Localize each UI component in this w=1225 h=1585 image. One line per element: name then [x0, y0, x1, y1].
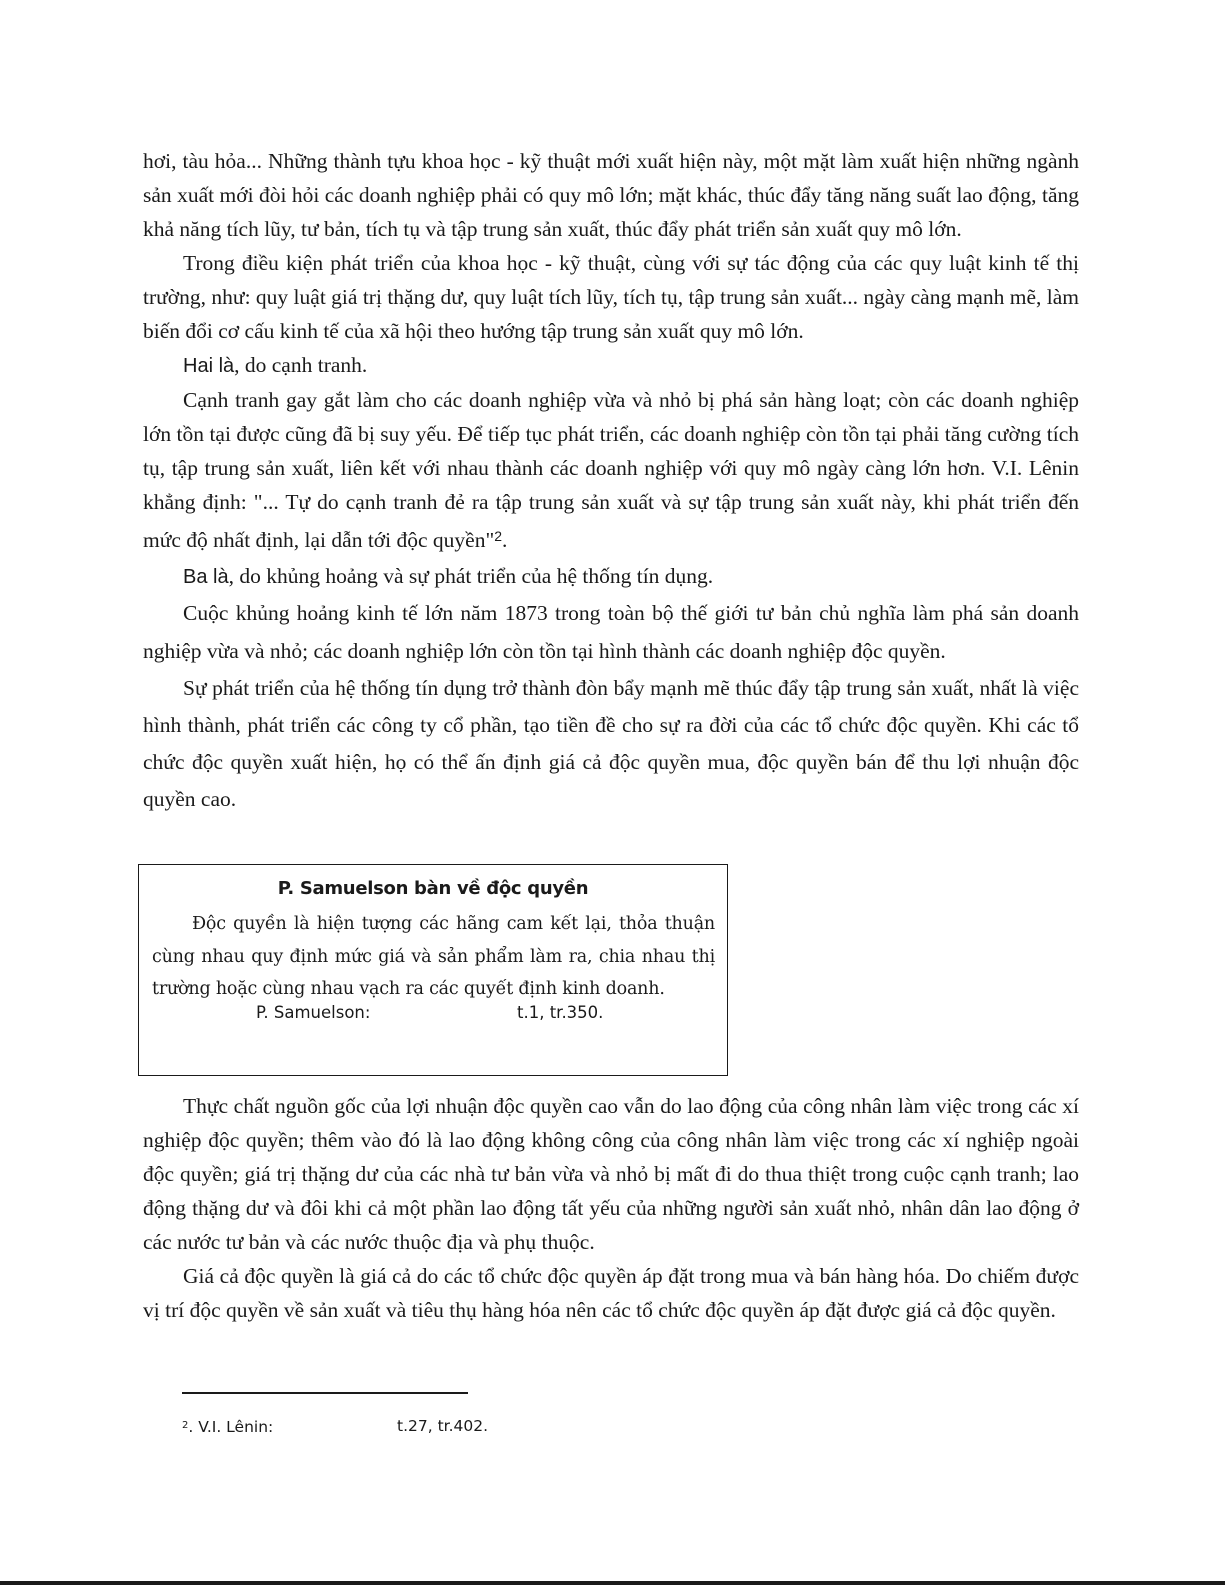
quote-body [152, 908, 715, 1006]
paragraph: hơi, tàu hỏa... Những thành tựu khoa học - kỹ thuật mới xuất hiện này, một mặt làm xuất hiện những ngành sản xuất mới đòi hỏi các doanh nghiệp phải có quy mô lớn; mặt khác, thúc đẩy tăng năng suất lao động, tăng khả năng tích lũy, tư bản, tích tụ và tập trung sản xuất, thúc đẩy phát triển sản xuất quy mô lớn. [143, 149, 1079, 241]
page-bottom-border [0, 1581, 1225, 1585]
body-text-top [143, 144, 1079, 818]
footnote-author: . V.I. Lênin: [188, 1418, 274, 1436]
competition-text: Cạnh tranh gay gắt làm cho các doanh nghiệp vừa và nhỏ bị phá sản hàng loạt; còn các doanh nghiệp lớn tồn tại được cũng đã bị suy yếu. Để tiếp tục phát triển, các doanh nghiệp còn tồn tại phải tăng cường tích tụ, tập trung sản xuất, liên kết với nhau thành các doanh nghiệp với quy mô ngày càng lớn hơn. V.I. Lênin khẳng định: "... Tự do cạnh tranh đẻ ra tập trung sản xuất và sự tập trung sản xuất này, khi phát triển đến mức độ nhất định, lại dẫn tới độc quyền" [143, 388, 1079, 552]
point-three-lead: Ba là [183, 566, 229, 588]
footnote-reference-tail: . [502, 528, 508, 552]
paragraph: Trong điều kiện phát triển của khoa học - kỹ thuật, cùng với sự tác động của các quy luật kinh tế thị trường, như: quy luật giá trị thặng dư, quy luật tích lũy, tích tụ, tập trung sản xuất... ngày càng mạnh mẽ, làm biến đổi cơ cấu kinh tế của xã hội theo hướng tập trung sản xuất quy mô lớn. [143, 251, 1079, 343]
point-two-lead: Hai là [183, 355, 235, 377]
paragraph: Cuộc khủng hoảng kinh tế lớn năm 1873 trong toàn bộ thế giới tư bản chủ nghĩa làm phá sản doanh nghiệp vừa và nhỏ; các doanh nghiệp lớn còn tồn tại hình thành các doanh nghiệp độc quyền. [143, 601, 1079, 663]
point-two-rest: , do cạnh tranh. [234, 353, 368, 377]
footnote-reference[interactable]: 2 [494, 528, 503, 544]
quote-text: Độc quyền là hiện tượng các hãng cam kết lại, thỏa thuận cùng nhau quy định mức giá và sản phẩm làm ra, chia nhau thị trường hoặc cùng nhau vạch ra các quyết định kinh doanh. [152, 914, 715, 999]
footnote-number: 2 [182, 1420, 189, 1431]
body-text-bottom [143, 1089, 1079, 1327]
footnote-separator [182, 1392, 468, 1394]
quote-cite-ref: t.1, tr.350. [517, 1003, 604, 1022]
point-three-rest: , do khủng hoảng và sự phát triển của hệ thống tín dụng. [228, 564, 714, 588]
paragraph: Sự phát triển của hệ thống tín dụng trở thành đòn bẩy mạnh mẽ thúc đẩy tập trung sản xuất, nhất là việc hình thành, phát triển các công ty cổ phần, tạo tiền đề cho sự ra đời của các tổ chức độc quyền. Khi các tổ chức độc quyền xuất hiện, họ có thể ấn định giá cả độc quyền mua, độc quyền bán để thu lợi nhuận độc quyền cao. [143, 676, 1079, 811]
quote-cite-author: P. Samuelson: [256, 1003, 371, 1022]
paragraph: Giá cả độc quyền là giá cả do các tổ chức độc quyền áp đặt trong mua và bán hàng hóa. Do chiếm được vị trí độc quyền về sản xuất và tiêu thụ hàng hóa nên các tổ chức độc quyền áp đặt được giá cả độc quyền. [143, 1264, 1079, 1322]
footnote [182, 1415, 273, 1438]
point-two-heading [143, 348, 1079, 383]
paragraph-competition [143, 383, 1079, 557]
point-three-heading [143, 559, 1079, 594]
quote-title: P. Samuelson bàn về độc quyền [277, 878, 589, 899]
footnote-ref: t.27, tr.402. [397, 1417, 489, 1435]
paragraph: Thực chất nguồn gốc của lợi nhuận độc quyền cao vẫn do lao động của công nhân làm việc trong các xí nghiệp độc quyền; thêm vào đó là lao động không công của công nhân làm việc trong các xí nghiệp ngoài độc quyền; giá trị thặng dư của các nhà tư bản vừa và nhỏ bị mất đi do thua thiệt trong cuộc cạnh tranh; lao động thặng dư và đôi khi cả một phần lao động tất yếu của những người sản xuất nhỏ, nhân dân lao động ở các nước tư bản và các nước thuộc địa và phụ thuộc. [143, 1094, 1079, 1254]
quote-box [138, 864, 728, 1076]
